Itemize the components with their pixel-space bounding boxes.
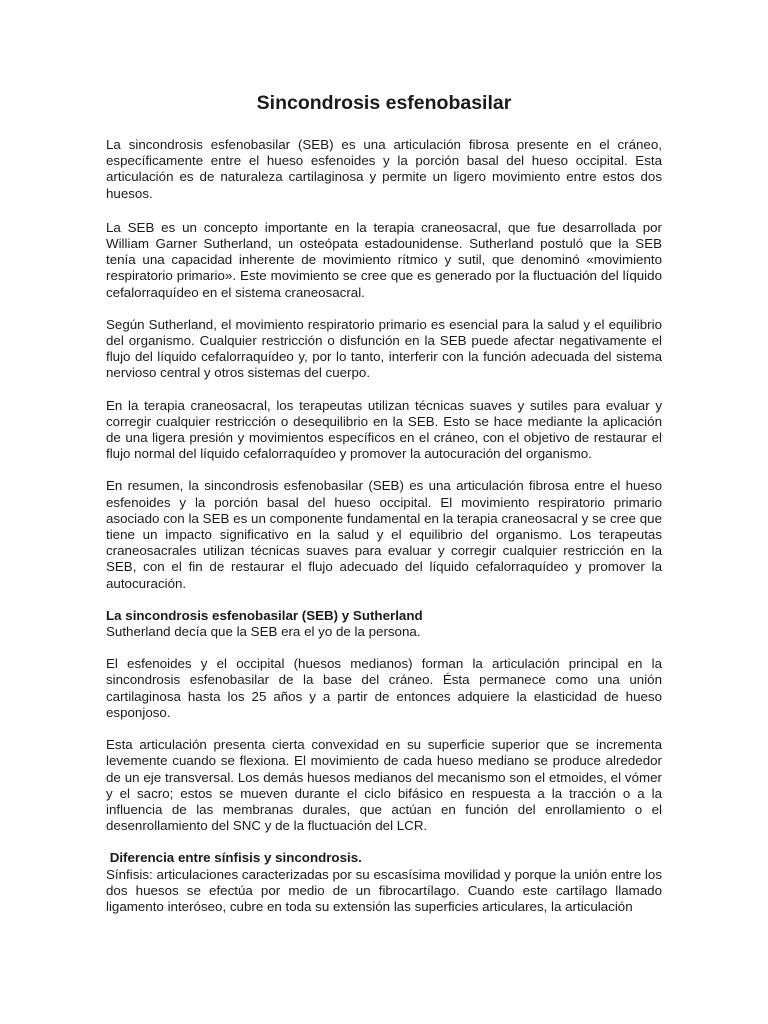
paragraph-therapy: En la terapia craneosacral, los terapeutas utilizan técnicas suaves y sutiles para evaluar y corregir cualquier restricción o desequilibrio en la SEB. Esto se hace mediante la aplicación de una ligera presión y movimientos específicos en el cráneo, con el objetivo de restaurar el flujo normal del líquido cefalorraquídeo y promover la autocuración del organismo. xyxy=(106,397,662,462)
section-seb-sutherland xyxy=(106,608,662,640)
paragraph-sutherland-theory: Según Sutherland, el movimiento respiratorio primario es esencial para la salud y el equilibrio del organismo. Cualquier restricción o disfunción en la SEB puede afectar negativamente el flujo del líquido cefalorraquídeo y, por lo tanto, interferir con la función adecuada del sistema nervioso central y otros sistemas del cuerpo. xyxy=(106,316,662,381)
section-text: Sínfisis: articulaciones caracterizadas por su escasísima movilidad y porque la unión entre los dos huesos se efectúa por medio de un fibrocartílago. Cuando este cartílago llamado ligamento interóseo, cubre en toda su extensión las superficies articulares, la articulación xyxy=(106,866,662,914)
section-heading: Diferencia entre sínfisis y sincondrosis. xyxy=(106,850,362,866)
paragraph-summary: En resumen, la sincondrosis esfenobasilar (SEB) es una articulación fibrosa entre el hueso esfenoides y la porción basal del hueso occipital. El movimiento respiratorio primario asociado con la SEB es un componente fundamental en la terapia craneosacral y se cree que tiene un impacto significativo en la salud y el equilibrio del organismo. Los terapeutas craneosacrales utilizan técnicas suaves para evaluar y corregir cualquier restricción en la SEB, con el fin de restaurar el flujo adecuado del líquido cefalorraquídeo y promover la autocuración. xyxy=(106,478,662,591)
paragraph-intro: La sincondrosis esfenobasilar (SEB) es una articulación fibrosa presente en el cráneo, específicamente entre el hueso esfenoides y la porción basal del hueso occipital. Esta articulación es de naturaleza cartilaginosa y permite un ligero movimiento entre estos dos huesos. xyxy=(106,137,662,201)
paragraph-median-bones: El esfenoides y el occipital (huesos medianos) forman la articulación principal en la sincondrosis esfenobasilar de la base del cráneo. Ésta permanece como una unión cartilaginosa hasta los 25 años y a partir de entonces adquiere la elasticidad de hueso esponjoso. xyxy=(106,656,662,720)
section-heading: La sincondrosis esfenobasilar (SEB) y Sutherland xyxy=(106,607,423,623)
section-symphysis xyxy=(106,850,662,915)
paragraph-convexity: Esta articulación presenta cierta convexidad en su superficie superior que se incrementa levemente cuando se flexiona. El movimiento de cada hueso mediano se produce alrededor de un eje transversal. Los demás huesos medianos del mecanismo son el etmoides, el vómer y el sacro; estos se mueven durante el ciclo bifásico en respuesta a la tracción o a la influencia de las membranas durales, que actúan en función del enrollamiento o el desenrollamiento del SNC y de la fluctuación del LCR. xyxy=(106,737,662,834)
paragraph-seb-concept: La SEB es un concepto importante en la terapia craneosacral, que fue desarrollada por William Garner Sutherland, un osteópata estadounidense. Sutherland postuló que la SEB tenía una capacidad inherente de movimiento rítmico y sutil, que denominó «movimiento respiratorio primario». Este movimiento se cree que es generado por la fluctuación del líquido cefalorraquídeo en el sistema craneosacral. xyxy=(106,219,662,300)
document-title: Sincondrosis esfenobasilar xyxy=(256,92,512,114)
section-lead: Sutherland decía que la SEB era el yo de la persona. xyxy=(106,624,421,640)
